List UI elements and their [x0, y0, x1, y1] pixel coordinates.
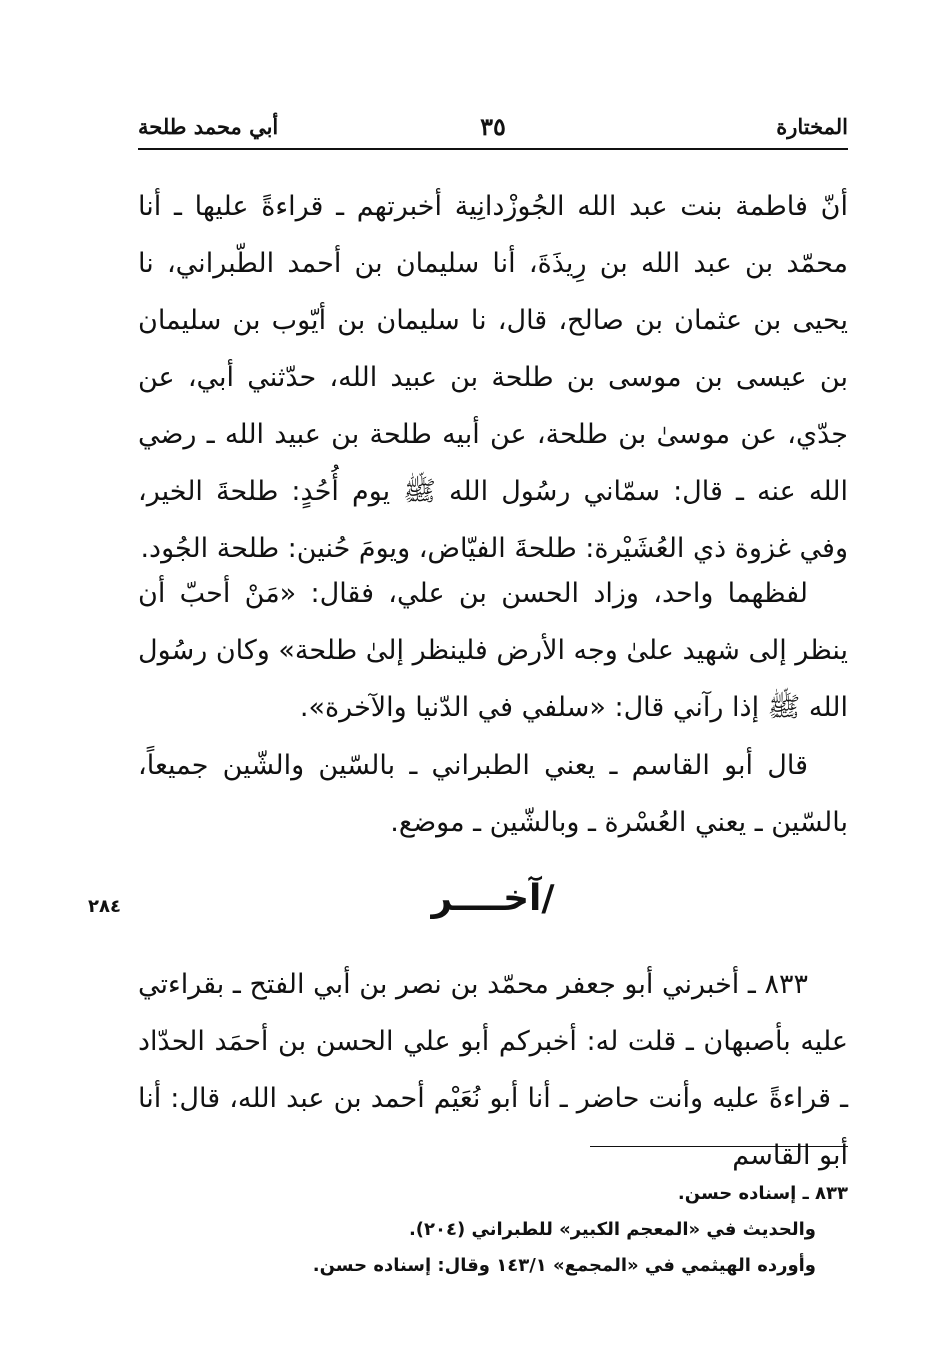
margin-page-number: ٢٨٤ [88, 896, 121, 917]
page-number: ٣٥ [480, 112, 506, 141]
paragraph-1: أنّ فاطمة بنت عبد الله الجُوزْدانِية أخبرتهم ـ قراءةً عليها ـ أنا محمّد بن عبد الله بن رِيذَةَ، أنا سليمان بن أحمد الطّبراني، نا يحيى بن عثمان بن صالح، قال، نا سليمان بن أيّوب بن سليمان بن عيسى بن موسى بن طلحة بن عبيد الله، حدّثني أبي، عن جدّي، عن موسىٰ بن طلحة، عن أبيه طلحة بن عبيد الله ـ رضي الله عنه ـ قال: سمّاني رسُول الله ﷺ يوم أُحُدٍ: طلحةَ الخير، وفي غزوة ذي العُشَيْرة: طلحةَ الفيّاض، ويومَ حُنين: طلحة الجُود. [138, 191, 848, 564]
paragraph-4: ٨٣٣ ـ أخبرني أبو جعفر محمّد بن نصر بن أبي الفتح ـ بقراءتي عليه بأصبهان ـ قلت له: أخبركم أبو علي الحسن بن أحمَد الحدّاد ـ قراءةً عليه وأنت حاضر ـ أنا أبو نُعَيْم أحمد بن عبد الله، قال: أنا أبو القاسم [138, 969, 848, 1171]
footnotes [300, 1176, 848, 1284]
footnote-line: وأورده الهيثمي في «المجمع» ١٤٣/١ وقال: إسناده حسن. [312, 1255, 816, 1276]
paragraph-2: لفظهما واحد، وزاد الحسن بن علي، فقال: «مَنْ أحبّ أن ينظر إلى شهيد علىٰ وجه الأرض فلينظر إلىٰ طلحة» وكان رسُول الله ﷺ إذا رآني قال: «سلفي في الدّنيا والآخرة». [138, 578, 848, 723]
footnote-line: والحديث في «المعجم الكبير» للطبراني (٢٠٤). [408, 1219, 816, 1240]
header-section-title: أبي محمد طلحة [138, 114, 279, 139]
running-header [138, 110, 848, 150]
footnote-divider [590, 1146, 848, 1147]
section-heading: /آخــــر [431, 878, 555, 919]
book-title: المختارة [776, 114, 848, 139]
paragraph-3: قال أبو القاسم ـ يعني الطبراني ـ بالسّين والشّين جميعاً، بالسّين ـ يعني العُسْرة ـ وبالشّين ـ موضع. [138, 750, 848, 838]
footnote-line: ٨٣٣ ـ إسناده حسن. [677, 1183, 848, 1204]
